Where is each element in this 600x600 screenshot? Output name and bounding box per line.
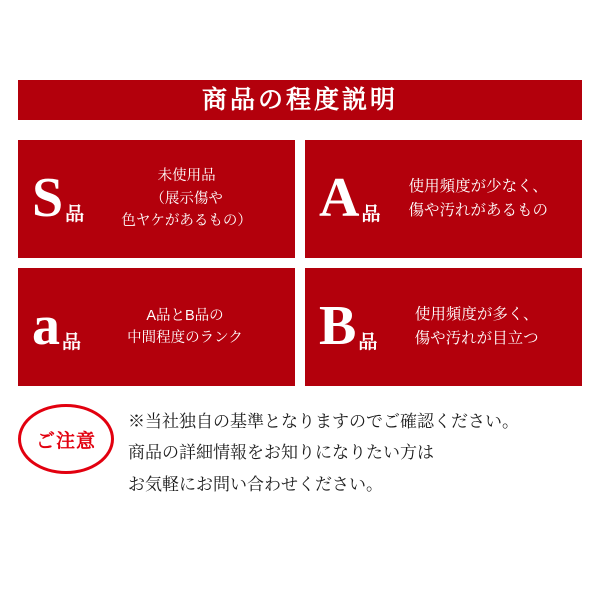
grade-card-a-lower xyxy=(18,268,295,386)
notice-line: ※当社独自の基準となりますのでご確認ください。 xyxy=(128,412,519,431)
grade-letter-s: S xyxy=(32,167,64,230)
caution-badge-label: ご注意 xyxy=(35,430,96,452)
grade-rank-b xyxy=(319,295,378,358)
grade-rank-a-upper xyxy=(319,167,381,230)
caution-badge xyxy=(18,404,114,474)
grade-desc-b xyxy=(377,303,574,351)
grade-desc-line: （展示傷や xyxy=(150,190,223,207)
grade-rank-a-lower xyxy=(32,295,82,358)
grade-suffix-b: 品 xyxy=(358,331,378,353)
grade-letter-b: B xyxy=(319,295,357,358)
grade-desc-line: A品とB品の xyxy=(146,307,224,324)
grade-suffix-a-upper: 品 xyxy=(361,203,381,225)
notice-text xyxy=(114,400,582,500)
grade-card-s xyxy=(18,140,295,258)
page-title-bar xyxy=(18,80,582,120)
grade-desc-line: 色ヤケがあるもの） xyxy=(121,213,252,230)
grade-suffix-a-lower: 品 xyxy=(62,331,82,353)
page-title: 商品の程度説明 xyxy=(201,85,398,114)
grade-desc-a-lower xyxy=(81,305,287,350)
grade-grid xyxy=(18,140,582,388)
grade-desc-line: 傷や汚れがあるもの xyxy=(408,202,548,219)
notice-line: 商品の詳細情報をお知りになりたい方は xyxy=(128,443,434,463)
grade-desc-line: 使用頻度が少なく、 xyxy=(408,177,548,195)
notice-section xyxy=(18,400,582,500)
grade-desc-a-upper xyxy=(380,175,574,223)
grade-desc-line: 未使用品 xyxy=(157,168,216,185)
grade-desc-line: 中間程度のランク xyxy=(127,330,243,346)
grade-letter-a-upper: A xyxy=(319,167,360,230)
grade-desc-line: 傷や汚れが目立つ xyxy=(414,330,539,347)
notice-line: お気軽にお問い合わせください。 xyxy=(128,474,383,494)
grade-desc-s xyxy=(84,165,287,232)
grade-letter-a-lower: a xyxy=(32,295,60,358)
grade-desc-line: 使用頻度が多く、 xyxy=(414,305,539,323)
grade-suffix-s: 品 xyxy=(65,203,85,225)
grade-card-b xyxy=(305,268,582,386)
grade-card-a-upper xyxy=(305,140,582,258)
grade-rank-s xyxy=(32,167,85,230)
